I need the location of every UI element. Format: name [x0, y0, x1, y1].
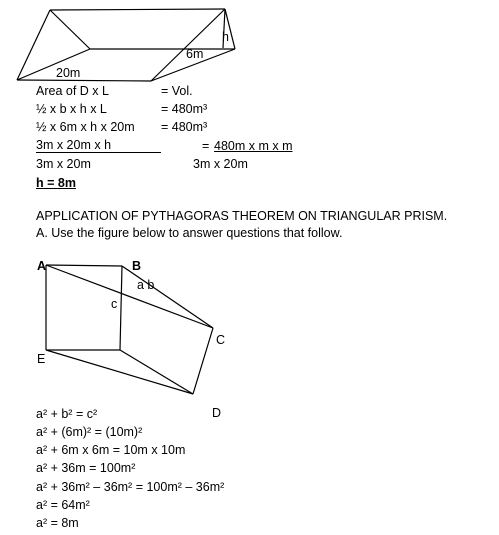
work1-line1-right: = Vol.	[161, 84, 193, 98]
work1-line2-left: ½ x b x h x L	[36, 102, 107, 116]
label-E: E	[37, 352, 46, 366]
work1-line5-right: 3m x 20m	[193, 157, 248, 171]
work1-line3-right: = 480m³	[161, 120, 208, 134]
work1-result: h = 8m	[36, 176, 76, 190]
work1-line4-right-prefix: =	[202, 139, 213, 153]
work2-line: a² + 6m x 6m = 10m x 10m	[36, 443, 186, 457]
prism1-edge	[17, 10, 50, 80]
work2-line: a² + (6m)² = (10m)²	[36, 425, 143, 439]
work1-line4-left: 3m x 20m x h	[36, 139, 161, 153]
prism2-edge	[193, 328, 213, 394]
label-A: A	[37, 259, 47, 273]
label-B: B	[132, 259, 142, 273]
prism2-edge	[46, 350, 193, 394]
label-6m: 6m	[186, 47, 204, 61]
work2-line: a² + 36m² – 36m² = 100m² – 36m²	[36, 480, 225, 494]
work2-line: a² + 36m = 100m²	[36, 461, 136, 475]
section-instruction: A. Use the figure below to answer questions that follow.	[36, 226, 343, 240]
label-D: D	[212, 406, 222, 420]
prism1-edge	[50, 10, 90, 49]
work1-line3-left: ½ x 6m x h x 20m	[36, 120, 135, 134]
section-heading: APPLICATION OF PYTHAGORAS THEOREM ON TRIANGULAR PRISM.	[36, 209, 448, 223]
work2-line: a² = 64m²	[36, 498, 90, 512]
prism2-edge	[46, 265, 122, 266]
work2-line: a² = 8m	[36, 516, 79, 530]
work2-line: a² + b² = c²	[36, 407, 98, 421]
label-h: h	[222, 30, 229, 44]
label-ab: a b	[137, 278, 155, 292]
prism2-edge	[120, 350, 193, 394]
label-c: c	[111, 297, 118, 311]
work1-line5-left: 3m x 20m	[36, 157, 91, 171]
prism1-edge	[17, 80, 151, 81]
label-20m: 20m	[56, 66, 81, 80]
prism2-edge	[120, 266, 122, 350]
prism1-edge	[151, 9, 225, 81]
prism2-edge	[122, 266, 213, 328]
work1-line4-right: 480m x m x m	[214, 139, 293, 153]
prism1-edge	[50, 9, 225, 10]
label-C: C	[216, 333, 226, 347]
work1-line2-right: = 480m³	[161, 102, 208, 116]
work1-line1-left: Area of D x L	[36, 84, 109, 98]
prism2-edge	[46, 265, 213, 328]
